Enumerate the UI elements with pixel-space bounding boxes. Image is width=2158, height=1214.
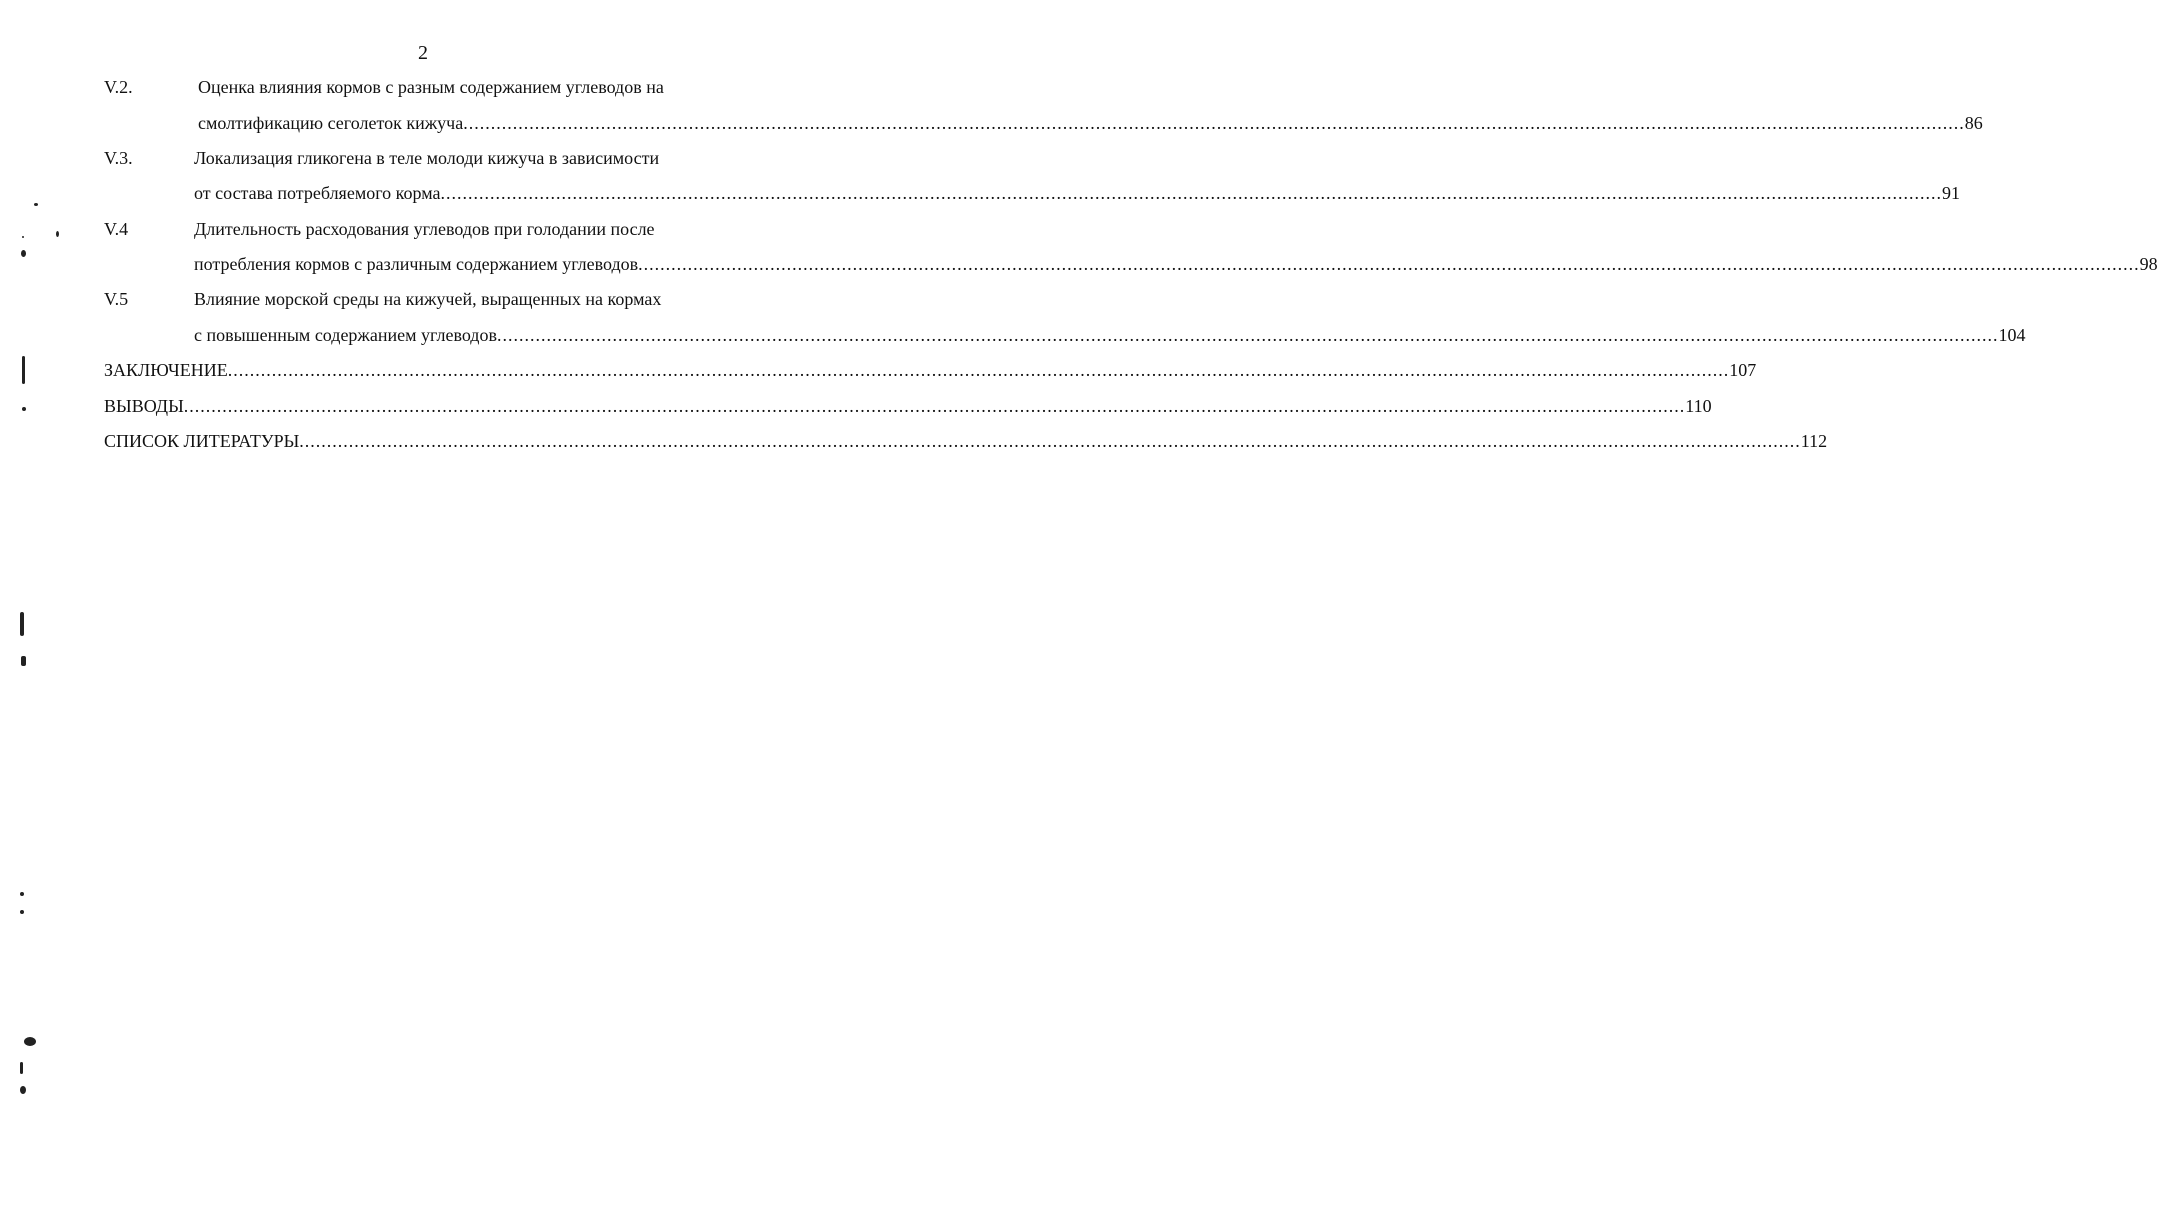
toc-entry-page: 104	[1998, 325, 2026, 345]
toc-entry-page: 86	[1964, 113, 1983, 133]
toc-entry-number: V.5	[104, 289, 129, 309]
dot-leader: .................................................................................................................................................................................................................................................................................	[227, 360, 1730, 380]
toc-entry-title-line2: смолтификацию сеголеток кижуча	[198, 113, 464, 133]
toc-section-page: 112	[1800, 431, 1828, 451]
scan-speck	[21, 250, 26, 257]
toc-entry-title-line2: с повышенным содержанием углеводов	[194, 325, 497, 345]
toc-entry-line2[interactable]	[198, 112, 1983, 134]
toc-section-title: СПИСОК ЛИТЕРАТУРЫ	[104, 431, 300, 451]
scan-speck	[24, 1037, 36, 1046]
toc-entry-number: V.3.	[104, 148, 133, 168]
toc-section-references[interactable]	[104, 430, 1828, 452]
toc-section-conclusion[interactable]	[104, 359, 1757, 381]
toc-entry-line2[interactable]	[194, 324, 2026, 346]
toc-entry-title-line2: от состава потребляемого корма	[194, 183, 441, 203]
scan-speck	[34, 203, 38, 206]
dot-leader: .................................................................................................................................................................................................................................................................................	[299, 431, 1801, 451]
toc-entry-title-line1: Локализация гликогена в теле молоди кижуча в зависимости	[194, 148, 660, 168]
toc-entry-number: V.2.	[104, 77, 133, 97]
toc-entry-page: 91	[1941, 183, 1960, 203]
dot-leader: .................................................................................................................................................................................................................................................................................	[496, 325, 1999, 345]
scan-speck	[20, 612, 24, 636]
toc-section-findings[interactable]	[104, 395, 1712, 417]
toc-entry-number: V.4	[104, 219, 129, 239]
scan-speck	[20, 892, 24, 896]
toc-section-title: ВЫВОДЫ	[104, 396, 184, 416]
scan-speck	[21, 656, 26, 666]
dot-leader: .................................................................................................................................................................................................................................................................................	[183, 396, 1686, 416]
scan-speck	[22, 236, 24, 238]
dot-leader: .................................................................................................................................................................................................................................................................................	[440, 183, 1942, 203]
scan-speck	[20, 1086, 26, 1094]
toc-entry-title-line2: потребления кормов с различным содержанием углеводов	[194, 254, 639, 274]
scan-speck	[20, 1062, 23, 1074]
toc-section-page: 110	[1685, 396, 1712, 416]
scan-speck	[22, 407, 26, 411]
scan-speck	[56, 231, 59, 237]
page-number: 2	[418, 42, 428, 64]
toc-entry-title-line1: Длительность расходования углеводов при голодании после	[194, 219, 655, 239]
scan-speck	[22, 356, 25, 384]
toc-entry-page: 98	[2139, 254, 2158, 274]
dot-leader: .................................................................................................................................................................................................................................................................................	[638, 254, 2140, 274]
toc-entry-line2[interactable]	[194, 253, 2158, 275]
dot-leader: .................................................................................................................................................................................................................................................................................	[463, 113, 1965, 133]
toc-entry-line2[interactable]	[194, 182, 1960, 204]
toc-section-title: ЗАКЛЮЧЕНИЕ	[104, 360, 228, 380]
toc-entry-title-line1: Влияние морской среды на кижучей, выращенных на кормах	[194, 289, 662, 309]
scan-speck	[20, 910, 24, 914]
toc-entry-title-line1: Оценка влияния кормов с разным содержанием углеводов на	[198, 77, 664, 97]
toc-section-page: 107	[1729, 360, 1757, 380]
